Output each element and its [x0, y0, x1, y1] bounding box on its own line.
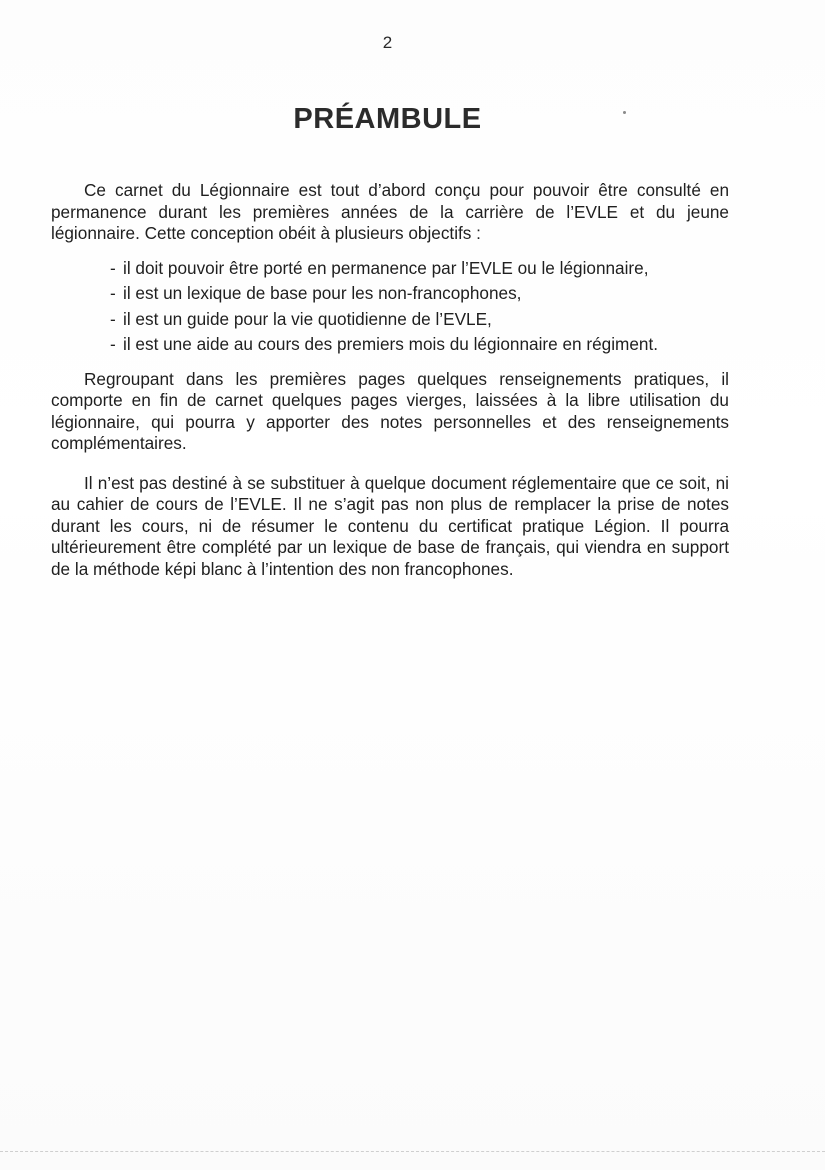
list-item-text: il doit pouvoir être porté en permanence par l’EVLE ou le légionnaire, — [123, 257, 649, 278]
intro-paragraph: Ce carnet du Légionnaire est tout d’abord conçu pour pouvoir être consulté en permanence durant les premières années de la carrière de l’EVLE et du jeune légionnaire. Cette conception obéit à plusieurs objectifs : — [51, 180, 729, 243]
bullet-marker: - — [110, 308, 116, 329]
list-item — [110, 283, 729, 305]
objectives-list — [51, 258, 729, 356]
list-item-text: il est un guide pour la vie quotidienne de l’EVLE, — [123, 308, 492, 329]
disclaimer-paragraph: Il n’est pas destiné à se substituer à quelque document réglementaire que ce soit, ni au cahier de cours de l’EVLE. Il ne s’agit pas non plus de remplacer la prise de notes durant les cours, ni de résumer le contenu du certificat pratique Légion. Il pourra ultérieurement être complété par un lexique de base de français, qui viendra en support de la méthode képi blanc à l’intention des non francophones. — [51, 472, 729, 579]
practical-info-paragraph: Regroupant dans les premières pages quelques renseignements pratiques, il comporte en fin de carnet quelques pages vierges, laissées à la libre utilisation du légionnaire, qui pourra y apporter des notes personnelles et des renseignements complémentaires. — [51, 368, 729, 453]
document-body — [51, 180, 729, 580]
page-number: 2 — [382, 33, 393, 52]
list-item — [110, 257, 729, 280]
list-item — [110, 334, 729, 356]
list-item — [110, 308, 729, 331]
page-title: PRÉAMBULE — [293, 103, 482, 135]
list-item-text: il est un lexique de base pour les non-francophones, — [123, 283, 522, 303]
bullet-marker: - — [110, 283, 116, 303]
bullet-marker: - — [110, 257, 116, 278]
bullet-marker: - — [110, 334, 116, 354]
list-item-text: il est une aide au cours des premiers mois du légionnaire en régiment. — [123, 334, 659, 354]
page-bottom-edge — [0, 1150, 825, 1152]
